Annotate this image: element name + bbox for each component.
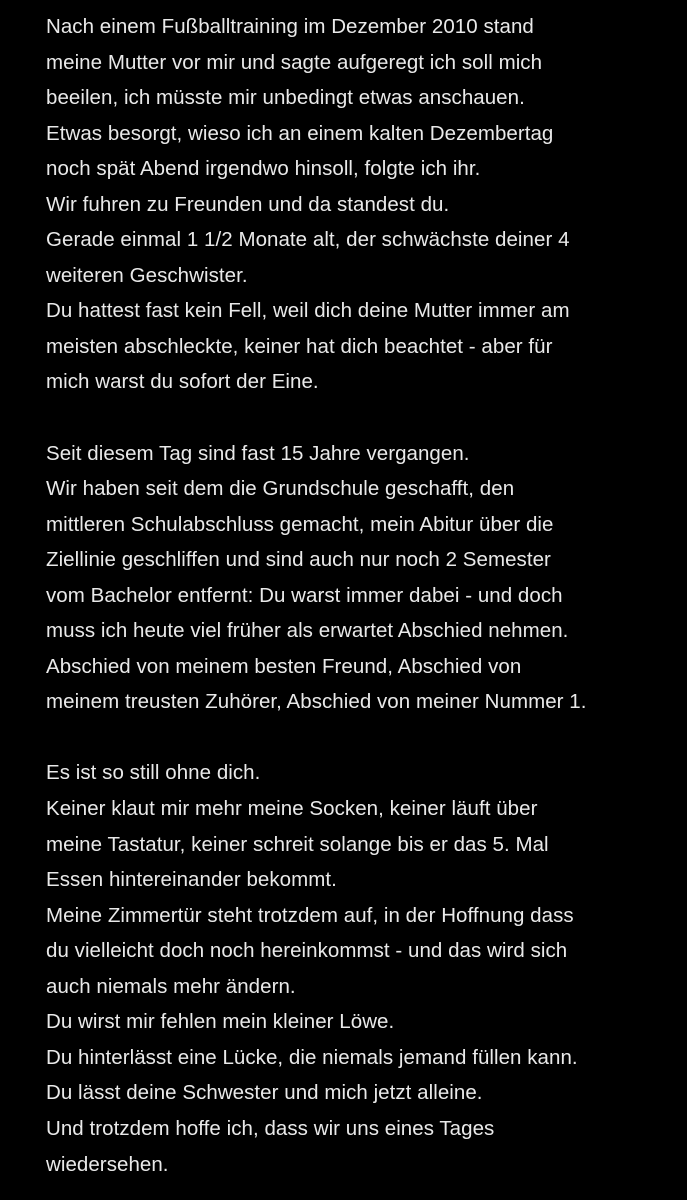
text-line: Essen hintereinander bekommt. <box>46 868 337 892</box>
paragraph-spacer <box>46 720 667 756</box>
text-line: Keiner klaut mir mehr meine Socken, keiner läuft über <box>46 797 538 821</box>
text-line: wiedersehen. <box>46 1152 169 1176</box>
text-line: meisten abschleckte, keiner hat dich beachtet - aber für <box>46 334 553 358</box>
text-line: Es ist so still ohne dich. <box>46 761 261 785</box>
text-line: Ziellinie geschliffen und sind auch nur noch 2 Semester <box>46 548 551 572</box>
text-line: meinem treusten Zuhörer, Abschied von meiner Nummer 1. <box>46 690 587 714</box>
paragraph-3 <box>46 755 667 1182</box>
text-line: auch niemals mehr ändern. <box>46 974 296 998</box>
text-line: mittleren Schulabschluss gemacht, mein Abitur über die <box>46 512 554 536</box>
text-line: Du lässt deine Schwester und mich jetzt alleine. <box>46 1081 483 1105</box>
text-line: Abschied von meinem besten Freund, Abschied von <box>46 654 522 678</box>
text-line: Seit diesem Tag sind fast 15 Jahre vergangen. <box>46 441 470 465</box>
text-line: Du wirst mir fehlen mein kleiner Löwe. <box>46 1010 395 1034</box>
paragraph-spacer <box>46 400 667 436</box>
paragraph-2 <box>46 436 667 720</box>
text-line: Du hattest fast kein Fell, weil dich deine Mutter immer am <box>46 299 570 323</box>
text-line: Nach einem Fußballtraining im Dezember 2010 stand <box>46 15 534 38</box>
text-line: Wir fuhren zu Freunden und da standest du. <box>46 192 450 216</box>
text-line: Und trotzdem hoffe ich, dass wir uns eines Tages <box>46 1116 495 1140</box>
text-line: Wir haben seit dem die Grundschule geschafft, den <box>46 477 515 501</box>
text-line: mich warst du sofort der Eine. <box>46 370 319 394</box>
text-line: du vielleicht doch noch hereinkommst - und das wird sich <box>46 939 568 963</box>
paragraph-1 <box>46 9 667 400</box>
text-line: vom Bachelor entfernt: Du warst immer dabei - und doch <box>46 583 563 607</box>
text-line: meine Mutter vor mir und sagte aufgeregt ich soll mich <box>46 50 543 74</box>
text-line: beeilen, ich müsste mir unbedingt etwas anschauen. <box>46 86 525 110</box>
text-line: noch spät Abend irgendwo hinsoll, folgte ich ihr. <box>46 157 481 181</box>
text-line: Du hinterlässt eine Lücke, die niemals jemand füllen kann. <box>46 1045 578 1069</box>
text-line: weiteren Geschwister. <box>46 263 248 287</box>
text-line: Meine Zimmertür steht trotzdem auf, in der Hoffnung dass <box>46 903 574 927</box>
text-line: Gerade einmal 1 1/2 Monate alt, der schwächste deiner 4 <box>46 228 570 252</box>
text-line: Etwas besorgt, wieso ich an einem kalten Dezembertag <box>46 121 554 145</box>
text-line: muss ich heute viel früher als erwartet Abschied nehmen. <box>46 619 569 643</box>
text-line: meine Tastatur, keiner schreit solange bis er das 5. Mal <box>46 832 549 856</box>
